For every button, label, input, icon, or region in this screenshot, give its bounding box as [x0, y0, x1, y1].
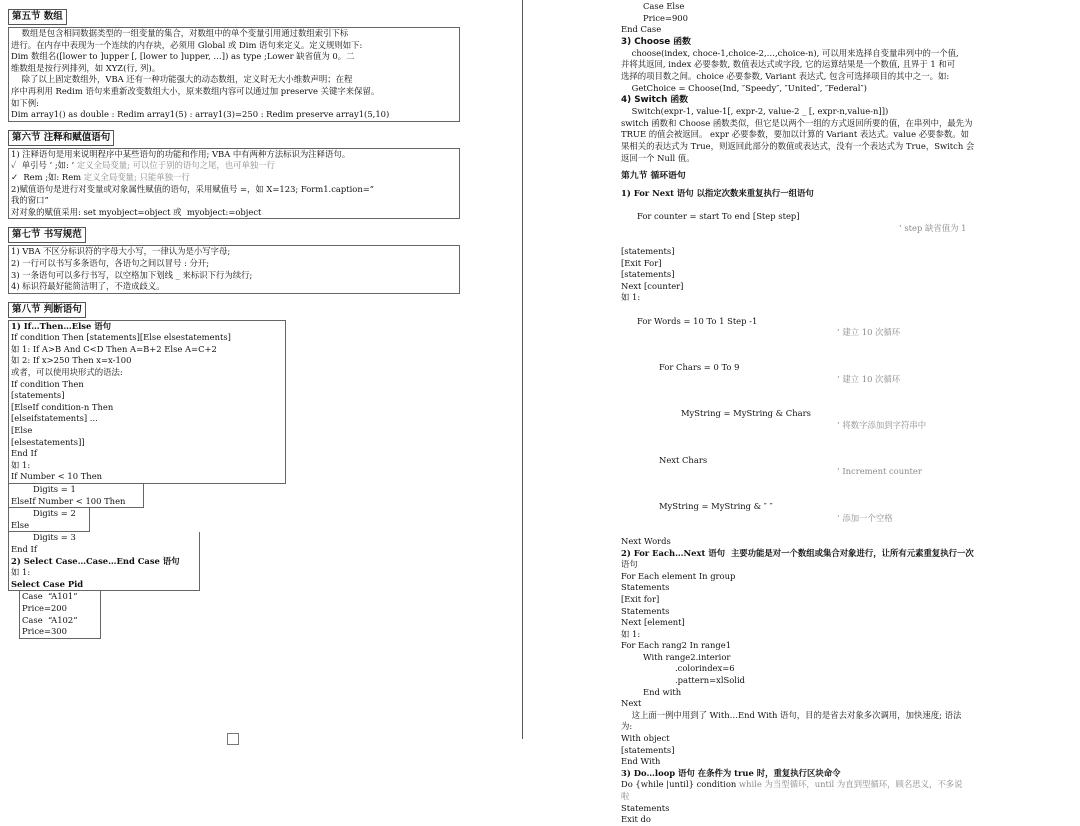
code-line	[621, 200, 1071, 246]
text-line	[11, 172, 457, 184]
section-6-box	[8, 148, 460, 220]
code-line: [Exit For]	[621, 257, 662, 268]
text-line: 选择的项目数之间。choice 必要参数, Variant 表达式, 包含可选择项目的其中之一。如:	[621, 70, 950, 81]
text-line: 除了以上固定数组外，VBA 还有一种功能强大的动态数组，定义时无大小维数声明；在程	[11, 74, 353, 85]
text-line: Dim 数组名([lower to ]upper [, [lower to ]upper, …]) as type ;Lower 缺省值为 0。二	[11, 51, 355, 62]
code-line: [elseifstatements] ...	[11, 413, 98, 424]
code-comment: ’ step 缺省值为 1	[899, 222, 967, 233]
code-comment: ’ 将数字添加到字符串中	[837, 420, 927, 430]
code-text: MyString = MyString & ″ ″	[658, 501, 773, 512]
bullet-text: ✓ Rem ;如: Rem	[11, 171, 82, 182]
subheading: 2) Select Case…Case…End Case 语句	[11, 555, 180, 566]
text-line: 如下例:	[11, 97, 39, 108]
section-5-box	[8, 27, 460, 122]
code-line: Switch(expr-1, value-1[, expr-2, value-2 _ [, expr-n,value-n]])	[621, 106, 889, 117]
code-line: 如 1: If A>B And C<D Then A=B+2 Else A=C+2	[11, 343, 217, 354]
code-line	[621, 779, 1071, 791]
code-line: If Number < 10 Then	[11, 471, 103, 482]
code-line: With object	[621, 733, 670, 744]
stair-block-1	[8, 484, 144, 508]
stair-block-2	[8, 508, 90, 532]
subheading: 3) Do…loop 语句 在条件为 true 时，重复执行区块命令	[621, 767, 841, 778]
left-column	[8, 0, 460, 639]
code-text: Next Chars	[658, 454, 708, 465]
code-line: If condition Then [statements][Else elsestatements]	[11, 332, 231, 343]
section-6	[8, 125, 460, 220]
page-divider	[522, 0, 523, 739]
text-line: 1) VBA 不区分标识符的字母大小写，一律认为是小写字母;	[11, 246, 231, 257]
section-7	[8, 222, 460, 293]
code-line: Next [counter]	[621, 280, 684, 291]
text-line: 如 1:	[11, 567, 31, 578]
bullet-text: ✓ 单引号 ’ ;如: ’	[11, 160, 75, 171]
text-line: switch 函数和 Choose 函数类似，但它是以两个一组的方式返回所要的值，在串列中，最先为	[621, 117, 973, 128]
code-line: With range2.interior	[643, 651, 731, 662]
code-line: Select Case Pid	[11, 578, 84, 589]
page-marker	[227, 733, 239, 745]
code-line: Next Words	[621, 535, 671, 546]
code-line: ElseIf Number < 100 Then	[11, 495, 126, 506]
text-line: 如 1:	[621, 628, 641, 639]
code-comment: ’ 建立 10 次循环	[837, 373, 901, 384]
section-6-title: 第六节 注释和赋值语句	[8, 130, 114, 146]
code-line: [statements]	[621, 269, 675, 280]
code-line: Price=200	[22, 602, 67, 613]
comment-example: 定义全局变量; 可以位于别的语句之尾，也可单独一行	[74, 160, 275, 171]
subheading: 2) For Each…Next 语句 主要功能是对一个数组或集合对象进行，让所有元素重复执行一次	[621, 547, 974, 558]
code-line	[621, 304, 1071, 350]
code-line: Next [element]	[621, 617, 685, 628]
do-syntax: Do {while |until} condition	[621, 779, 737, 790]
text-line: 4) 标识符最好能简洁明了，不造成歧义。	[11, 281, 165, 292]
comment-example: 定义全局变量; 只能单独一行	[81, 171, 190, 182]
text-line: 2)赋值语句是进行对变量或对象属性赋值的语句，采用赋值号 =，如 X=123; Form1.caption=”	[11, 183, 375, 194]
section-8-title: 第八节 判断语句	[8, 302, 86, 318]
code-line: Statements	[621, 605, 670, 616]
code-line: GetChoice = Choose(Ind, ″Speedy″, ″United″, ″Federal″)	[621, 82, 867, 93]
if-block	[8, 320, 286, 484]
code-line: Dim array1() as double : Redim array1(5) : array1(3)=250 : Redim preserve array1(5,10)	[11, 109, 390, 120]
subheading: 1) For Next 语句 以指定次数来重复执行一组语句	[621, 188, 814, 199]
text-line: 语句	[621, 559, 638, 570]
code-line: .colorindex=6	[675, 663, 735, 674]
code-line: Statements	[621, 802, 670, 813]
code-line: Price=300	[22, 626, 67, 637]
code-line: Case Else	[643, 1, 685, 11]
right-column	[621, 0, 1071, 826]
text-line: choose(index, choce-1,choice-2,…,choice-n), 可以用来选择自变量串列中的一个值,	[621, 47, 959, 58]
code-line: Statements	[621, 582, 670, 593]
code-line	[621, 397, 1071, 443]
code-line: End with	[643, 686, 682, 697]
section-5	[8, 4, 460, 122]
text-line: 这上面一例中用到了 With…End With 语句，目的是省去对象多次调用，加快速度; 语法	[621, 709, 962, 720]
text-line: 返回一个 Null 值。	[621, 152, 695, 163]
code-text: For Words = 10 To 1 Step -1	[636, 315, 758, 326]
code-line: End With	[621, 756, 661, 767]
code-line: Else	[11, 519, 30, 530]
code-line: Price=900	[643, 12, 688, 23]
case-block	[19, 591, 101, 638]
code-line: [Exit for]	[621, 593, 660, 604]
section-5-title: 第五节 数组	[8, 9, 67, 25]
code-line: Digits = 2	[33, 508, 76, 519]
text-line: 果相关的表达式为 True，则返回此部分的数值或表达式，没有一个表达式为 True，Switch 会	[621, 140, 975, 151]
section-9-title: 第九节 循环语句	[621, 171, 686, 182]
code-line: Case “A102”	[22, 614, 78, 625]
text-line: 数组是包含相同数据类型的一组变量的集合，对数组中的单个变量引用通过数组索引下标	[11, 28, 349, 38]
section-8-box	[8, 320, 286, 639]
code-line: If condition Then	[11, 378, 84, 389]
stair-block-3	[8, 532, 200, 591]
code-line: Digits = 1	[33, 484, 76, 494]
section-7-title: 第七节 书写规范	[8, 227, 86, 243]
code-line: [elsestatements]]	[11, 436, 85, 447]
code-text: For Chars = 0 To 9	[658, 362, 740, 373]
text-line: 进行。在内存中表现为一个连续的内存块，必须用 Global 或 Dim 语句来定义。定义规则如下:	[11, 39, 363, 50]
code-line: End Case	[621, 24, 662, 35]
section-7-box	[8, 245, 460, 293]
section-8	[8, 297, 460, 639]
text-line: 如 1:	[11, 459, 31, 470]
code-line: Exit do	[621, 814, 651, 825]
code-line: Case “A101”	[22, 591, 78, 602]
text-line: 如 1:	[621, 292, 641, 303]
code-comment: while 为当型循环，until 为直到型循环，顾名思义，不多说	[736, 779, 963, 790]
code-line: 如 2: If x>250 Then x=x-100	[11, 355, 132, 366]
code-line: [statements]	[621, 246, 675, 257]
code-line: End If	[11, 448, 37, 459]
code-line: For Each element In group	[621, 570, 736, 581]
code-line	[621, 443, 1071, 489]
text-line: 我的窗口”	[11, 195, 49, 206]
code-comment: ’ Increment counter	[837, 466, 922, 477]
text-line: 为:	[621, 721, 633, 732]
text-line: 并将其返回, index 必要参数, 数值表达式或字段, 它的运算结果是一个数值, 且界于 1 和可	[621, 59, 956, 70]
text-line	[11, 160, 457, 172]
code-line: [statements]	[11, 390, 65, 401]
code-line	[621, 350, 1071, 396]
text-line: 1) 注释语句是用来说明程序中某些语句的功能和作用; VBA 中有两种方法标识为注释语句。	[11, 148, 351, 159]
choose-heading: 3) Choose 函数	[621, 36, 691, 47]
code-line: Digits = 3	[33, 532, 76, 543]
code-comment: ’ 建立 10 次循环	[837, 327, 901, 338]
code-text: MyString = MyString & Chars	[680, 408, 811, 419]
code-line: End If	[11, 543, 37, 554]
text-line: 2) 一行可以书写多条语句，各语句之间以冒号 : 分开;	[11, 257, 210, 268]
text-line: 维数组是按行列排列，如 XYZ(行, 列)。	[11, 62, 161, 73]
code-line: [statements]	[621, 744, 675, 755]
code-line: [ElseIf condition-n Then	[11, 401, 114, 412]
text-line: TRUE 的值会被返回。 expr 必要参数，要加以计算的 Variant 表达式。value 必要参数。如	[621, 129, 970, 140]
text-line: 或者，可以使用块形式的语法:	[11, 367, 123, 378]
text-line: 啦	[621, 791, 630, 801]
code-comment: ’ 添加一个空格	[837, 512, 893, 523]
text-line: 3) 一条语句可以多行书写，以空格加下划线 _ 来标识下行为续行;	[11, 269, 253, 280]
code-line	[621, 490, 1071, 536]
code-line: .pattern=xlSolid	[675, 675, 746, 686]
subheading: 1) If…Then…Else 语句	[11, 320, 111, 331]
code-line: [Else	[11, 425, 33, 436]
code-line: For Each rang2 In range1	[621, 640, 732, 651]
text-line: 对对象的赋值采用: set myobject=object 或 myobject:=object	[11, 206, 262, 217]
code-line: Next	[621, 698, 642, 709]
for-syntax: For counter = start To end [Step step]	[636, 211, 800, 222]
text-line: 序中再利用 Redim 语句来重新改变数组大小，原来数组内容可以通过加 preserve 关键字来保留。	[11, 85, 380, 96]
switch-heading: 4) Switch 函数	[621, 95, 689, 106]
